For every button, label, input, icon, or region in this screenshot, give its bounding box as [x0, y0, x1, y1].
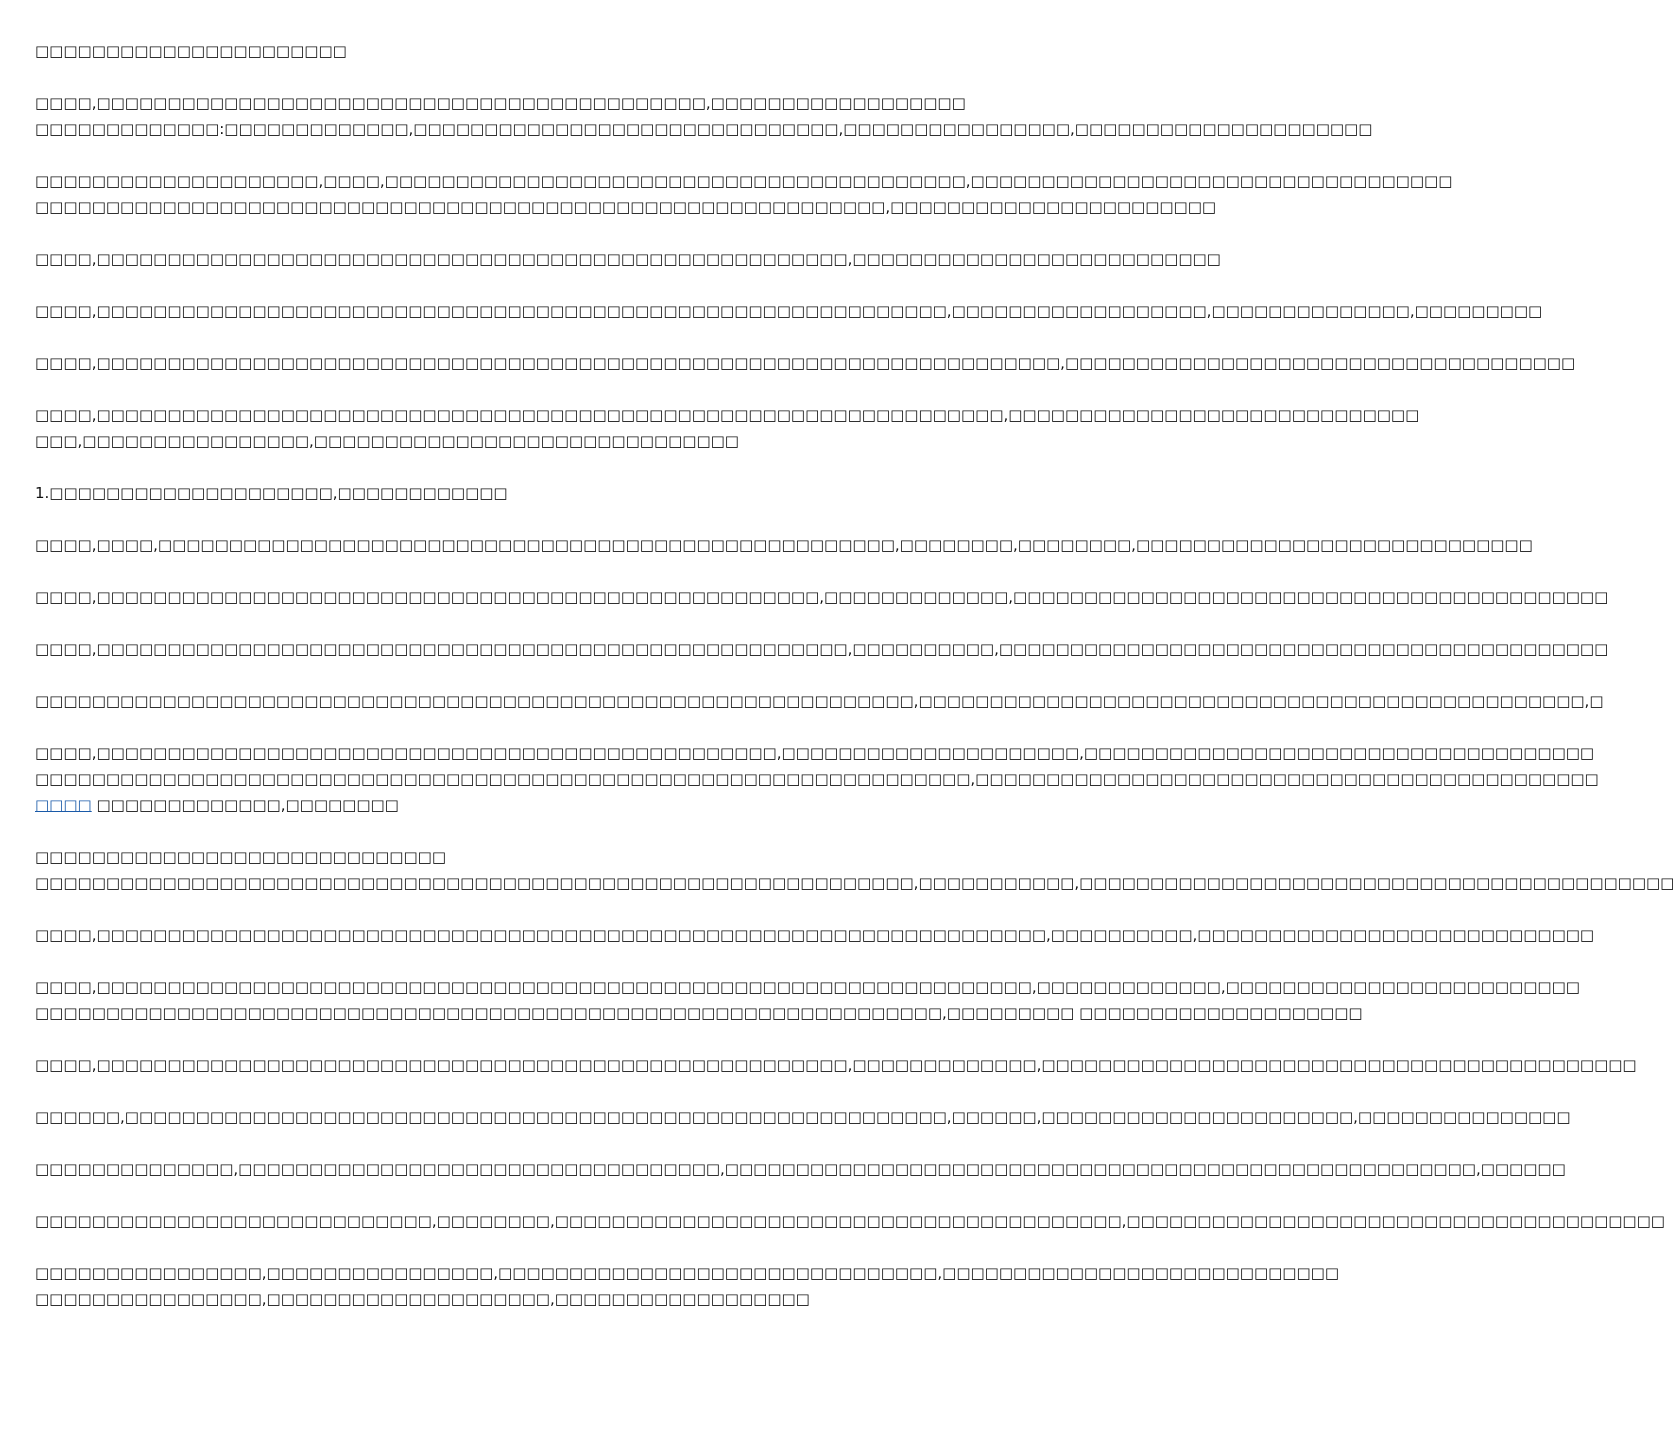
paragraph-gap — [35, 714, 989, 740]
text-line: □□□□□□□□□□□□□□□□□□□□□□□□□□□□□□□□□□□□□□□□□□□□□□□□□□□□□□□□□□□□,□□□□□□□□□□□□□□□□□□□□□□□ — [35, 198, 1217, 216]
paragraph-gap — [35, 454, 989, 480]
text-line: □□□□,□□□□□□□□□□□□□□□□□□□□□□□□□□□□□□□□□□□□□□□□□□□□□□□□□□□□□,□□□□□□□□□□,□□□□□□□□□□□□□□□□□□□□□□□□□□□□□□□□□□□□□□□□□□□ — [35, 640, 1609, 658]
paragraph-gap — [35, 1078, 989, 1104]
text-line: □□□□□□□□□□□□□□□□□□□□□□ — [35, 42, 347, 60]
text-line: □□□□,□□□□□□□□□□□□□□□□□□□□□□□□□□□□□□□□□□□□□□□□□□□,□□□□□□□□□□□□□□□□□□ — [35, 94, 966, 112]
text-line: □□□□,□□□□□□□□□□□□□□□□□□□□□□□□□□□□□□□□□□□□□□□□□□□□□□□□□□□□□□□□□□□□,□□□□□□□□□□□□□□□□□□,□□□□□□□□□□□□□□,□□□□□□□□□ — [35, 302, 1543, 320]
text-line: □□□□,□□□□□□□□□□□□□□□□□□□□□□□□□□□□□□□□□□□□□□□□□□□□□□□□□□□□□□□□□□□□□□□□□□,□□□□□□□□□□□□□,□□□□□□□□□□□□□□□□□□□□□□□□□ — [35, 978, 1580, 996]
paragraph-gap — [35, 220, 989, 246]
text-line — [35, 792, 989, 818]
paragraph-gap — [35, 896, 989, 922]
text-line: □□□□□□□□□□□□□□□□□□□□□□□□□□□□□□□□□□□□□□□□□□□□□□□□□□□□□□□□□□□□□□□□□□,□□□□□□□□□□□□□□□□□□□□□□□□□□□□□□□□□□□□□□□□□□□□ — [35, 770, 1599, 788]
text-line: □□□□,□□□□□□□□□□□□□□□□□□□□□□□□□□□□□□□□□□□□□□□□□□□□□□□□□□□□□□□□□□□□□□□□□□□,□□□□□□□□□□,□□□□□□□□□□□□□□□□□□□□□□□□□□□□ — [35, 926, 1595, 944]
text-line: □□□□,□□□□□□□□□□□□□□□□□□□□□□□□□□□□□□□□□□□□□□□□□□□□□□□□□□□□□,□□□□□□□□□□□□□□□□□□□□□□□□□□ — [35, 250, 1221, 268]
text-line: □□□□□□□□□□□□□□□□□□□□□□□□□□□□□□□□□□□□□□□□□□□□□□□□□□□□□□□□□□□□□□,□□□□□□□□□□□□□□□□□□□□□□□□□□□□□□□□□□□□□□□□□□□□□□□,□ — [35, 692, 1604, 710]
paragraph-gap — [35, 272, 989, 298]
text-line: □□□□,□□□□□□□□□□□□□□□□□□□□□□□□□□□□□□□□□□□□□□□□□□□□□□□□,□□□□□□□□□□□□□□□□□□□□□,□□□□□□□□□□□□□□□□□□□□□□□□□□□□□□□□□□□□ — [35, 744, 1595, 762]
text-line: □□□□□□□□□□□□□□□□□□□□,□□□□,□□□□□□□□□□□□□□□□□□□□□□□□□□□□□□□□□□□□□□□□□,□□□□□□□□□□□□□□□□□□□□□□□□□□□□□□□□□□ — [35, 172, 1453, 190]
inline-link[interactable]: □□□□ — [35, 796, 92, 814]
paragraph-gap — [35, 1130, 989, 1156]
text-line: □□□□,□□□□□□□□□□□□□□□□□□□□□□□□□□□□□□□□□□□□□□□□□□□□□□□□□□□,□□□□□□□□□□□□□,□□□□□□□□□□□□□□□□□□□□□□□□□□□□□□□□□□□□□□□□□□ — [35, 588, 1609, 606]
text-line: □□□□□□□□□□□□□□□□□□□□□□□□□□□□□□□□□□□□□□□□□□□□□□□□□□□□□□□□□□□□□□□□,□□□□□□□□□ □□□□□□□□□□□□□□□□□□□□ — [35, 1004, 1363, 1022]
document-body — [35, 38, 1674, 1312]
text-line: □□□□□□□□□□□□□□□□□□□□□□□□□□□□□ — [35, 848, 446, 866]
text-line: □□□□□□□□□□□□□□□□,□□□□□□□□□□□□□□□□□□□□,□□□□□□□□□□□□□□□□□□ — [35, 1290, 810, 1308]
text-line: □□□,□□□□□□□□□□□□□□□□,□□□□□□□□□□□□□□□□□□□□□□□□□□□□□□ — [35, 432, 739, 450]
paragraph-gap — [35, 1182, 989, 1208]
paragraph-gap — [35, 818, 989, 844]
text-line-tail: □□□□□□□□□□□□□,□□□□□□□□ — [91, 796, 399, 814]
paragraph-gap — [35, 506, 989, 532]
paragraph-gap — [35, 142, 989, 168]
text-line: □□□□□□□□□□□□□□,□□□□□□□□□□□□□□□□□□□□□□□□□□□□□□□□□□,□□□□□□□□□□□□□□□□□□□□□□□□□□□□□□□□□□□□□□□□□□□□□□□□□□□□□,□□□□□□ — [35, 1160, 1566, 1178]
paragraph-gap — [35, 948, 989, 974]
paragraph-gap — [35, 64, 989, 90]
text-line: □□□□□□□□□□□□□:□□□□□□□□□□□□□,□□□□□□□□□□□□□□□□□□□□□□□□□□□□□□,□□□□□□□□□□□□□□□□,□□□□□□□□□□□□□□□□□□□□□ — [35, 120, 1373, 138]
paragraph-gap — [35, 324, 989, 350]
text-line: □□□□□□,□□□□□□□□□□□□□□□□□□□□□□□□□□□□□□□□□□□□□□□□□□□□□□□□□□□□□□□□□□,□□□□□□,□□□□□□□□□□□□□□□□□□□□□□,□□□□□□□□□□□□□□□ — [35, 1108, 1571, 1126]
paragraph-gap — [35, 558, 989, 584]
text-line: 1.□□□□□□□□□□□□□□□□□□□□,□□□□□□□□□□□□ — [35, 484, 508, 502]
paragraph-gap — [35, 376, 989, 402]
text-line: □□□□,□□□□,□□□□□□□□□□□□□□□□□□□□□□□□□□□□□□□□□□□□□□□□□□□□□□□□□□□□,□□□□□□□□,□□□□□□□□,□□□□□□□□□□□□□□□□□□□□□□□□□□□□ — [35, 536, 1533, 554]
text-line: □□□□,□□□□□□□□□□□□□□□□□□□□□□□□□□□□□□□□□□□□□□□□□□□□□□□□□□□□□,□□□□□□□□□□□□□,□□□□□□□□□□□□□□□□□□□□□□□□□□□□□□□□□□□□□□□□□□ — [35, 1056, 1637, 1074]
paragraph-gap — [35, 662, 989, 688]
text-line: □□□□,□□□□□□□□□□□□□□□□□□□□□□□□□□□□□□□□□□□□□□□□□□□□□□□□□□□□□□□□□□□□□□□□,□□□□□□□□□□□□□□□□□□□□□□□□□□□□□ — [35, 406, 1420, 424]
text-line: □□□□,□□□□□□□□□□□□□□□□□□□□□□□□□□□□□□□□□□□□□□□□□□□□□□□□□□□□□□□□□□□□□□□□□□□□,□□□□□□□□□□□□□□□□□□□□□□□□□□□□□□□□□□□□ — [35, 354, 1576, 372]
paragraph-gap — [35, 1234, 989, 1260]
text-line: □□□□□□□□□□□□□□□□,□□□□□□□□□□□□□□□□,□□□□□□□□□□□□□□□□□□□□□□□□□□□□□□□,□□□□□□□□□□□□□□□□□□□□□□□□□□□□ — [35, 1264, 1339, 1282]
text-line: □□□□□□□□□□□□□□□□□□□□□□□□□□□□□□□□□□□□□□□□□□□□□□□□□□□□□□□□□□□□□□,□□□□□□□□□□□,□□□□□□□□□□□□□□□□□□□□□□□□□□□□□□□□□□□□□□□□□□ — [35, 874, 1674, 892]
paragraph-gap — [35, 1026, 989, 1052]
paragraph-gap — [35, 610, 989, 636]
text-line: □□□□□□□□□□□□□□□□□□□□□□□□□□□□,□□□□□□□□,□□□□□□□□□□□□□□□□□□□□□□□□□□□□□□□□□□□□□□□□,□□□□□□□□□□□□□□□□□□□□□□□□□□□□□□□□□□□□□□ — [35, 1212, 1665, 1230]
